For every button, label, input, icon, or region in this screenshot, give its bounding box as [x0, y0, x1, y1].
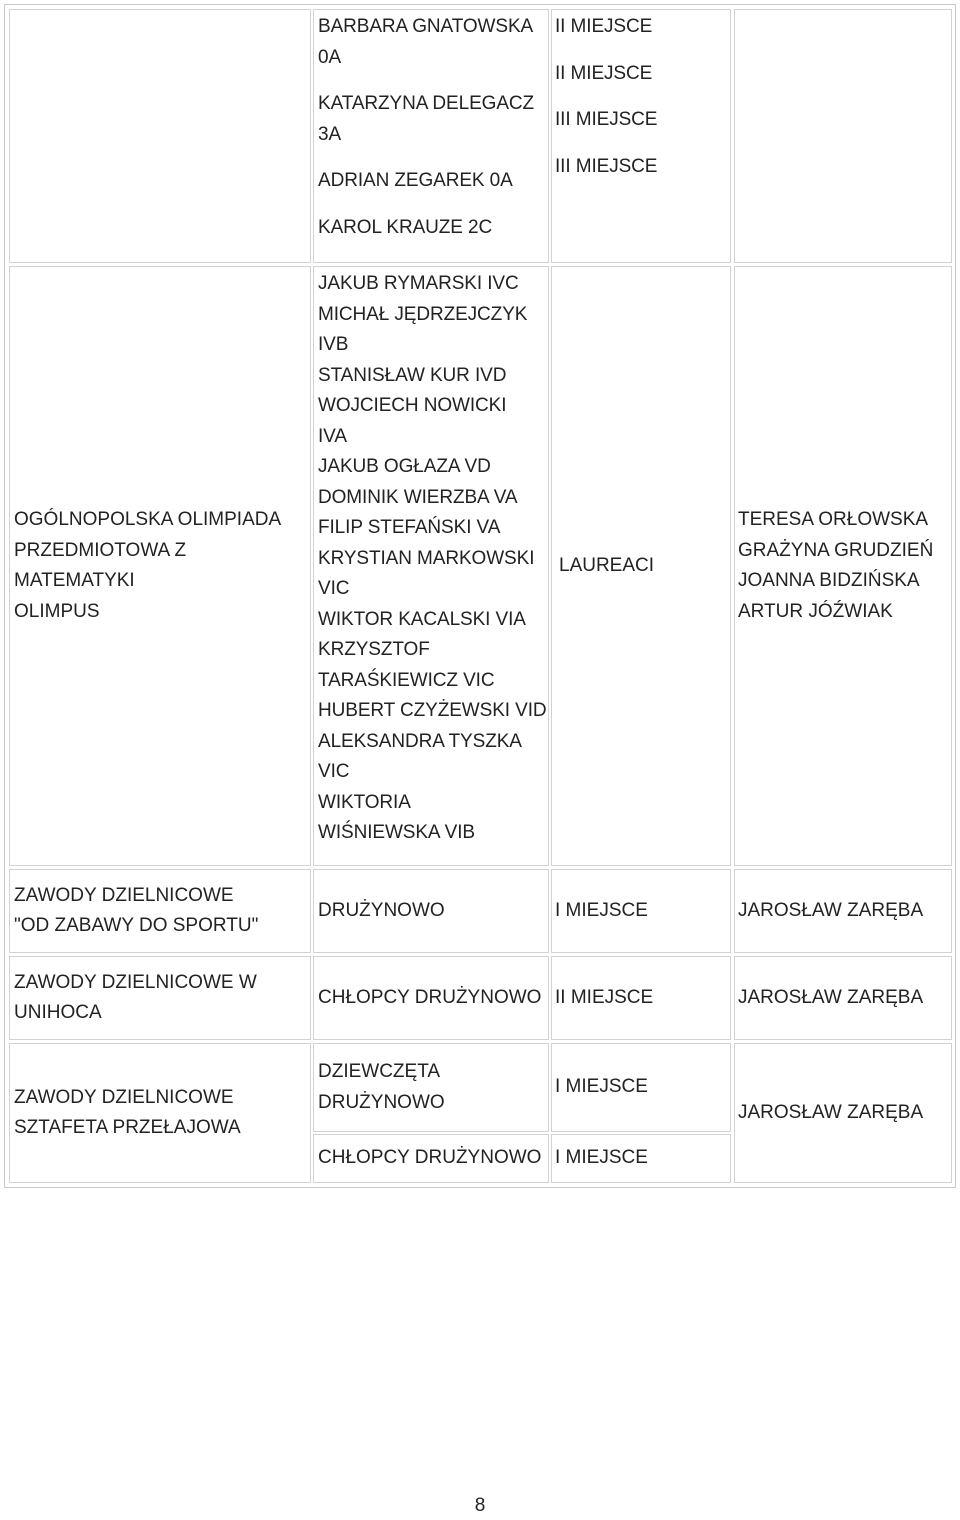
- student-name: VIC: [318, 761, 350, 782]
- category-label: DRUŻYNOWO: [318, 1091, 445, 1113]
- place-label: I MIEJSCE: [555, 899, 648, 921]
- student-name: HUBERT CZYŻEWSKI VID: [318, 700, 547, 721]
- student-name: KATARZYNA DELEGACZ: [318, 93, 535, 114]
- olimpus-result-cell: [551, 266, 731, 866]
- student-name: TARAŚKIEWICZ VIC: [318, 669, 495, 691]
- zabawa-competition-cell: [9, 869, 311, 953]
- unihoc-category-cell: [313, 956, 549, 1040]
- teacher-name: ARTUR JÓŹWIAK: [738, 600, 893, 622]
- student-name: BARBARA GNATOWSKA: [318, 16, 534, 37]
- student-name: STANISŁAW KUR IVD: [318, 364, 507, 386]
- place-label: III MIEJSCE: [555, 109, 658, 130]
- competition-name: ZAWODY DZIELNICOWE: [14, 1086, 234, 1108]
- teacher-name: JAROSŁAW ZARĘBA: [738, 1101, 924, 1123]
- competition-name: ZAWODY DZIELNICOWE: [14, 884, 234, 906]
- unihoc-teacher-cell: [734, 956, 952, 1040]
- teacher-name: TERESA ORŁOWSKA: [738, 509, 929, 530]
- competition-name: UNIHOCA: [14, 1002, 102, 1023]
- category-label: CHŁOPCY DRUŻYNOWO: [318, 986, 542, 1008]
- student-name: ALEKSANDRA TYSZKA: [318, 730, 522, 752]
- place-label: III MIEJSCE: [555, 155, 658, 177]
- place-label: II MIEJSCE: [555, 986, 654, 1008]
- competition-name: OLIMPUS: [14, 600, 100, 622]
- sztafeta-category1-cell: [313, 1043, 549, 1132]
- category-label: DRUŻYNOWO: [318, 899, 445, 921]
- place-label: II MIEJSCE: [555, 62, 653, 84]
- student-name: FILIP STEFAŃSKI VA: [318, 517, 501, 538]
- zabawa-category-cell: [313, 869, 549, 953]
- student-name: MICHAŁ JĘDRZEJCZYK: [318, 303, 528, 325]
- teacher-name: JAROSŁAW ZARĘBA: [738, 986, 924, 1008]
- competition-name: SZTAFETA PRZEŁAJOWA: [14, 1117, 241, 1138]
- category-label: CHŁOPCY DRUŻYNOWO: [318, 1147, 542, 1169]
- competition-name: PRZEDMIOTOWA Z: [14, 539, 187, 561]
- olimpus-competition-cell: [9, 266, 311, 866]
- row1-places-cell: [551, 9, 731, 263]
- olimpus-students-cell: [313, 266, 549, 866]
- student-name: KRZYSZTOF: [318, 639, 430, 660]
- competition-name: "OD ZABAWY DO SPORTU": [14, 915, 259, 936]
- olimpus-teachers-cell: [734, 266, 952, 866]
- place-label: I MIEJSCE: [555, 1147, 648, 1169]
- student-name: IVB: [318, 334, 349, 355]
- place-label: II MIEJSCE: [555, 16, 653, 37]
- student-class: 0A: [318, 46, 342, 68]
- student-name: JAKUB OGŁAZA VD: [318, 456, 491, 477]
- teacher-name: JAROSŁAW ZARĘBA: [738, 899, 924, 921]
- student-name: JAKUB RYMARSKI IVC: [318, 273, 519, 294]
- results-table: [4, 4, 956, 1188]
- competition-name: MATEMATYKI: [14, 570, 135, 591]
- student-name: KRYSTIAN MARKOWSKI: [318, 547, 535, 569]
- student-name: KAROL KRAUZE 2C: [318, 216, 493, 238]
- student-class: 3A: [318, 123, 342, 145]
- teacher-name: JOANNA BIDZIŃSKA: [738, 570, 920, 591]
- result-label: LAUREACI: [559, 554, 655, 576]
- row1-competition-cell: [9, 9, 311, 263]
- student-name: WIKTORIA: [318, 791, 411, 813]
- sztafeta-category2-cell: [313, 1134, 549, 1183]
- unihoc-competition-cell: [9, 956, 311, 1040]
- page-number: 8: [474, 1495, 486, 1516]
- sztafeta-competition-cell: [9, 1043, 311, 1183]
- row1-names-cell: [313, 9, 549, 263]
- place-label: I MIEJSCE: [555, 1076, 648, 1098]
- student-name: VIC: [318, 578, 350, 599]
- unihoc-place-cell: [551, 956, 731, 1040]
- category-label: DZIEWCZĘTA: [318, 1061, 441, 1082]
- sztafeta-place2-cell: [551, 1134, 731, 1183]
- sztafeta-teacher-cell: [734, 1043, 952, 1183]
- row1-teacher-cell: [734, 9, 952, 263]
- student-name: IVA: [318, 425, 347, 447]
- zabawa-place-cell: [551, 869, 731, 953]
- zabawa-teacher-cell: [734, 869, 952, 953]
- competition-name: ZAWODY DZIELNICOWE W: [14, 971, 257, 993]
- student-name: WOJCIECH NOWICKI: [318, 395, 507, 416]
- student-name: WIKTOR KACALSKI VIA: [318, 608, 526, 630]
- sztafeta-place1-cell: [551, 1043, 731, 1132]
- teacher-name: GRAŻYNA GRUDZIEŃ: [738, 539, 934, 561]
- student-name: DOMINIK WIERZBA VA: [318, 486, 518, 508]
- student-name: ADRIAN ZEGAREK 0A: [318, 170, 513, 191]
- competition-name: OGÓLNOPOLSKA OLIMPIADA: [14, 509, 282, 530]
- student-name: WIŚNIEWSKA VIB: [318, 822, 475, 843]
